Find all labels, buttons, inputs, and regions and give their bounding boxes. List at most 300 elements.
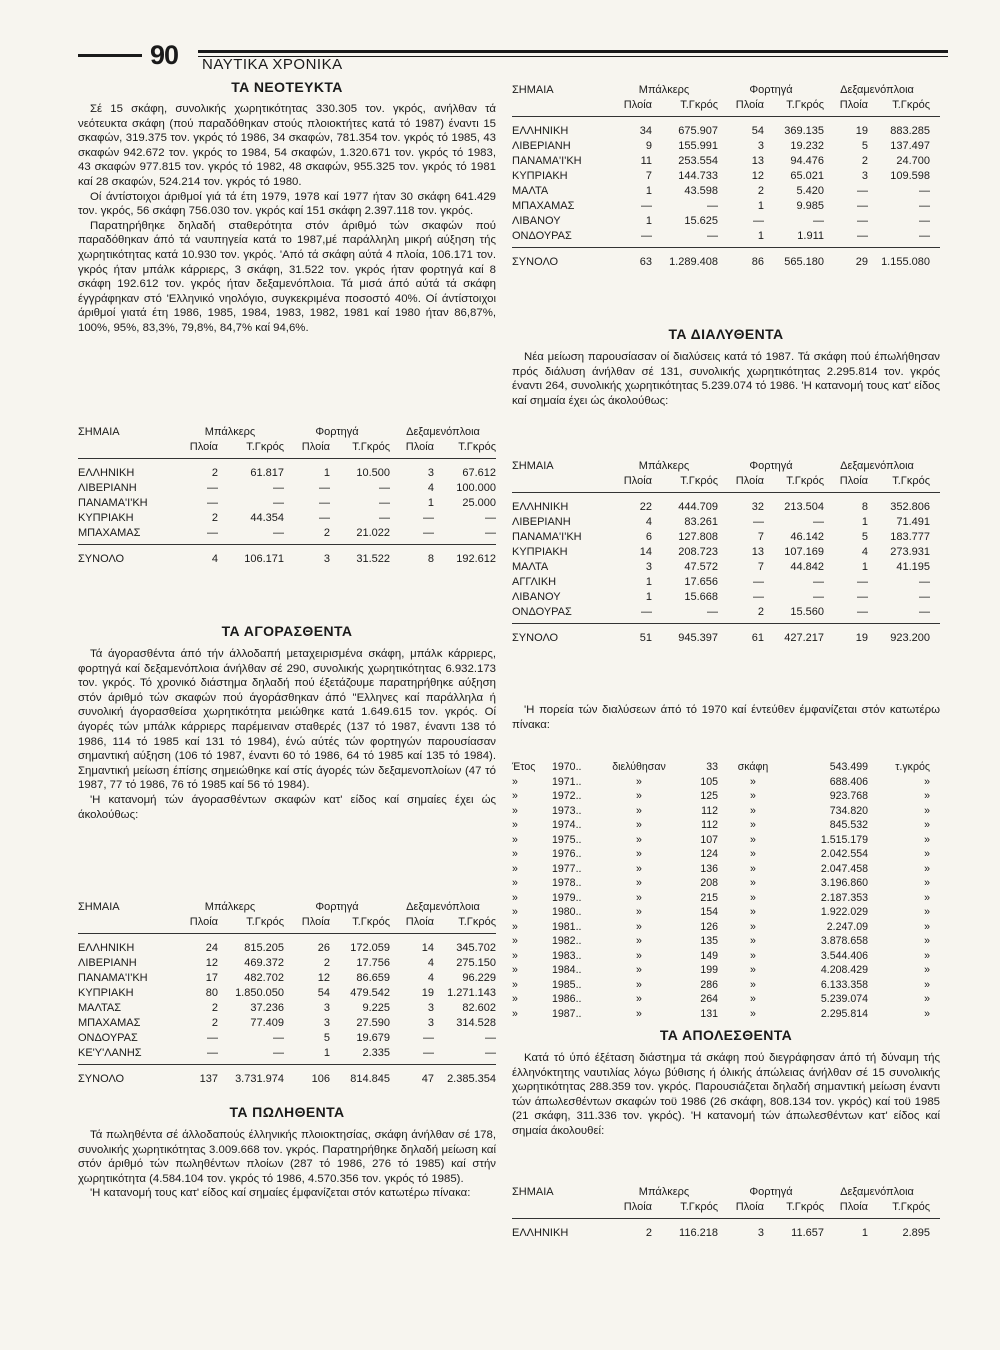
- table-row: [512, 138, 940, 153]
- history-row: [512, 876, 940, 891]
- history-cell: »: [750, 804, 756, 817]
- purchased-title: ΤΑ ΑΓΟΡΑΣΘΕΝΤΑ: [221, 623, 353, 639]
- row-value: —: [707, 199, 718, 212]
- history-cell: »: [636, 920, 642, 933]
- row-value: —: [485, 1031, 496, 1044]
- history-cell: 1976..: [552, 848, 582, 861]
- row-value: 5: [323, 1031, 330, 1044]
- history-cell: »: [750, 993, 756, 1006]
- table-row: [512, 514, 940, 529]
- history-cell: »: [512, 862, 518, 875]
- row-value: —: [641, 229, 652, 242]
- total-value: 565.180: [784, 255, 824, 268]
- history-cell: 1986..: [552, 993, 582, 1006]
- table-rule: [78, 544, 496, 545]
- lost-table: [512, 1184, 940, 1240]
- row-value: 3: [645, 560, 652, 573]
- row-value: —: [753, 214, 764, 227]
- history-cell: »: [636, 949, 642, 962]
- history-cell: 543.499: [829, 761, 868, 774]
- history-cell: »: [636, 790, 642, 803]
- history-cell: 286: [700, 978, 718, 991]
- history-cell: Έτος: [512, 761, 536, 774]
- history-cell: 1.922.029: [820, 906, 868, 919]
- history-cell: 1983..: [552, 949, 582, 962]
- row-value: 24.700: [896, 154, 930, 167]
- table-row: [78, 940, 496, 955]
- history-cell: »: [512, 964, 518, 977]
- row-value: 213.504: [784, 500, 824, 513]
- history-cell: 1981..: [552, 920, 582, 933]
- history-cell: 2.047.458: [820, 862, 868, 875]
- row-value: 8: [861, 500, 868, 513]
- total-label: ΣΥΝΟΛΟ: [78, 1072, 125, 1085]
- history-cell: »: [512, 804, 518, 817]
- history-cell: »: [924, 804, 930, 817]
- row-value: 11.657: [791, 1226, 824, 1239]
- subheader-gross-tons: Τ.Γκρός: [786, 1200, 824, 1213]
- history-cell: »: [924, 920, 930, 933]
- history-cell: 1987..: [552, 1007, 582, 1020]
- history-cell: 1978..: [552, 877, 582, 890]
- history-cell: 1975..: [552, 833, 582, 846]
- row-value: 13: [751, 154, 764, 167]
- subheader-gross-tons: Τ.Γκρός: [786, 474, 824, 487]
- col-header-flag: ΣΗΜΑΙΑ: [78, 425, 120, 438]
- row-flag: ΠΑΝΑΜΑ'Ι'ΚΗ: [512, 154, 582, 167]
- history-cell: 1979..: [552, 891, 582, 904]
- row-value: 127.808: [678, 530, 718, 543]
- subheader-gross-tons: Τ.Γκρός: [680, 474, 718, 487]
- history-cell: »: [512, 891, 518, 904]
- row-flag: ΜΠΑΧΑΜΑΣ: [78, 1016, 141, 1029]
- history-cell: 136: [700, 862, 718, 875]
- table-row: [512, 574, 940, 589]
- row-value: 1: [427, 496, 434, 509]
- history-cell: »: [512, 920, 518, 933]
- total-value: 3.731.974: [235, 1072, 284, 1085]
- subheader-gross-tons: Τ.Γκρός: [458, 440, 496, 453]
- history-cell: »: [750, 935, 756, 948]
- history-cell: »: [750, 1007, 756, 1020]
- row-value: 183.777: [890, 530, 930, 543]
- history-cell: »: [750, 949, 756, 962]
- row-value: 6: [645, 530, 652, 543]
- new-builds-text: [78, 102, 496, 336]
- col-header-bulk: Μπάλκερς: [638, 1185, 690, 1198]
- row-value: 479.542: [350, 986, 390, 999]
- purchased-table: [78, 899, 496, 1086]
- row-value: —: [485, 511, 496, 524]
- subheader-gross-tons: Τ.Γκρός: [458, 915, 496, 928]
- table-subheader-row: [512, 473, 940, 488]
- history-cell: 149: [700, 949, 718, 962]
- history-cell: 125: [700, 790, 718, 803]
- history-cell: 3.196.860: [820, 877, 868, 890]
- history-cell: 33: [706, 761, 718, 774]
- row-value: 2: [211, 466, 218, 479]
- row-flag: ΚΕ'Υ'ΛΑΝΗΣ: [78, 1046, 142, 1059]
- sold-text: [78, 1128, 496, 1201]
- table-subheader-row: [512, 97, 940, 112]
- row-value: 2: [323, 526, 330, 539]
- history-cell: σκάφη: [737, 761, 769, 774]
- subheader-ships: Πλοία: [301, 915, 330, 928]
- table-header-row: [78, 899, 496, 914]
- row-value: 4: [645, 515, 652, 528]
- history-cell: 124: [700, 848, 718, 861]
- row-value: —: [319, 511, 330, 524]
- history-cell: 135: [700, 935, 718, 948]
- table-row: [78, 1000, 496, 1015]
- row-value: 32: [751, 500, 764, 513]
- subheader-ships: Πλοία: [405, 915, 434, 928]
- row-value: 883.285: [890, 124, 930, 137]
- row-value: 12: [751, 169, 764, 182]
- history-cell: 734.820: [829, 804, 868, 817]
- paragraph: Κατά τό ύπό έξέταση διάστημα τά σκάφη πού διεγράφησαν άπό τή δύναμη τής έλληνόκτητης ναυτιλίας λόγω βύθισης ή όλικής άπώλειας άνήλθαν σέ 15 συνολικής χωρητικότητας 288.359 τον. γκρός. Παρουσιάζεται δηλαδή σημαντική μείωση έναντι τών άπωλεσθέντων σκαφών τοϋ 1986 (26 σκάφη, 808.134 τον. γκρός) καί τοϋ 1985 (21 σκάφη, 311.336 τον. γκρός). 'Η κατανομή τών άπωλεσθέντων κατ' είδος καί σημαία άκολουθεί:: [512, 1052, 940, 1137]
- paragraph: 'Η κατανομή τους κατ' είδος καί σημαίες έμφανίζεται στόν κατωτέρω πίνακα:: [90, 1187, 471, 1200]
- history-cell: »: [750, 964, 756, 977]
- total-value: 1.289.408: [669, 255, 718, 268]
- row-value: 17.656: [684, 575, 718, 588]
- table-header-row: [512, 82, 940, 97]
- sold-table: [512, 82, 940, 269]
- row-value: —: [813, 214, 824, 227]
- subheader-gross-tons: Τ.Γκρός: [246, 440, 284, 453]
- history-cell: »: [750, 891, 756, 904]
- history-cell: 923.768: [829, 790, 868, 803]
- history-cell: »: [924, 978, 930, 991]
- row-value: —: [857, 199, 868, 212]
- table-rule: [512, 623, 940, 624]
- history-cell: »: [636, 833, 642, 846]
- history-cell: »: [636, 993, 642, 1006]
- row-value: 19.232: [790, 139, 824, 152]
- row-flag: ΚΥΠΡΙΑΚΗ: [512, 545, 568, 558]
- table-rule: [512, 1218, 940, 1219]
- row-value: 61.817: [250, 466, 284, 479]
- history-cell: 1985..: [552, 978, 582, 991]
- history-cell: 2.187.353: [820, 891, 868, 904]
- history-cell: »: [924, 906, 930, 919]
- total-value: 61: [751, 631, 764, 644]
- table-row: [512, 604, 940, 619]
- row-value: 1.850.050: [235, 986, 284, 999]
- row-value: 345.702: [456, 941, 496, 954]
- row-flag: ΚΥΠΡΙΑΚΗ: [512, 169, 568, 182]
- history-cell: »: [636, 819, 642, 832]
- col-header-cargo: Φορτηγά: [315, 900, 359, 913]
- total-value: 945.397: [678, 631, 718, 644]
- row-value: 11: [640, 154, 652, 167]
- history-row: [512, 978, 940, 993]
- row-value: 2: [323, 956, 330, 969]
- history-cell: 3.878.658: [820, 935, 868, 948]
- row-value: —: [423, 511, 434, 524]
- row-value: 2: [211, 511, 218, 524]
- row-value: —: [319, 481, 330, 494]
- table-row: [78, 495, 496, 510]
- row-value: —: [857, 575, 868, 588]
- row-value: 24: [205, 941, 218, 954]
- row-value: 100.000: [456, 481, 496, 494]
- subheader-ships: Πλοία: [623, 1200, 652, 1213]
- history-cell: »: [924, 935, 930, 948]
- col-header-tanker: Δεξαμενόπλοια: [406, 425, 480, 438]
- history-cell: 1982..: [552, 935, 582, 948]
- subheader-ships: Πλοία: [405, 440, 434, 453]
- new-builds-title: ΤΑ ΝΕΟΤΕΥΚΤΑ: [231, 79, 343, 95]
- row-flag: ΛΙΒΕΡΙΑΝΗ: [78, 481, 137, 494]
- row-value: 19.679: [356, 1031, 390, 1044]
- row-value: 15.560: [790, 605, 824, 618]
- history-cell: »: [512, 906, 518, 919]
- row-value: —: [207, 481, 218, 494]
- row-value: 815.205: [244, 941, 284, 954]
- row-flag: ΛΙΒΑΝΟΥ: [512, 590, 561, 603]
- table-row: [512, 559, 940, 574]
- history-cell: »: [924, 775, 930, 788]
- history-cell: »: [636, 978, 642, 991]
- history-cell: »: [750, 920, 756, 933]
- table-row: [512, 198, 940, 213]
- row-value: —: [707, 229, 718, 242]
- table-row: [512, 168, 940, 183]
- history-row: [512, 963, 940, 978]
- history-cell: »: [750, 862, 756, 875]
- row-value: —: [919, 199, 930, 212]
- history-row: [512, 992, 940, 1007]
- table-subheader-row: [78, 439, 496, 454]
- table-row: [78, 525, 496, 540]
- history-cell: 1977..: [552, 862, 582, 875]
- row-value: 352.806: [890, 500, 930, 513]
- total-value: 8: [427, 552, 434, 565]
- row-value: 67.612: [462, 466, 496, 479]
- history-cell: 1973..: [552, 804, 582, 817]
- subheader-ships: Πλοία: [839, 1200, 868, 1213]
- row-value: 17: [205, 971, 218, 984]
- history-cell: 2.247.09: [826, 920, 868, 933]
- row-flag: ΟΝΔΟΥΡΑΣ: [512, 605, 572, 618]
- row-value: 26: [317, 941, 330, 954]
- history-row: [512, 949, 940, 964]
- subheader-ships: Πλοία: [623, 474, 652, 487]
- history-cell: 1970..: [552, 761, 582, 774]
- row-value: —: [813, 590, 824, 603]
- row-value: —: [919, 214, 930, 227]
- subheader-ships: Πλοία: [189, 440, 218, 453]
- row-value: —: [273, 496, 284, 509]
- history-cell: 6.133.358: [820, 978, 868, 991]
- masthead-rule-left: [78, 54, 142, 57]
- table-rule: [78, 458, 496, 459]
- row-value: —: [207, 1046, 218, 1059]
- row-flag: ΕΛΛΗΝΙΚΗ: [78, 941, 135, 954]
- scrapped-section: [512, 326, 940, 408]
- history-cell: 1971..: [552, 775, 582, 788]
- table-row: [512, 544, 940, 559]
- row-value: 3: [757, 1226, 764, 1239]
- row-flag: ΟΝΔΟΥΡΑΣ: [78, 1031, 138, 1044]
- row-value: —: [857, 184, 868, 197]
- paragraph: Οί άντίστοιχοι άριθμοί γιά τά έτη 1979, 1978 καί 1977 ήταν 30 σκάφη 641.429 τον. γκρός, 56 σκάφη 756.030 τον. γκρός καί 151 σκάφη 2.397.118 τον. γκρός.: [78, 190, 496, 218]
- row-value: 54: [751, 124, 764, 137]
- history-cell: »: [512, 978, 518, 991]
- history-cell: »: [924, 790, 930, 803]
- history-row: [512, 760, 940, 775]
- table-row: [512, 228, 940, 243]
- history-cell: »: [750, 833, 756, 846]
- row-value: —: [857, 590, 868, 603]
- subheader-gross-tons: Τ.Γκρός: [352, 915, 390, 928]
- row-value: —: [379, 481, 390, 494]
- row-value: 1: [757, 229, 764, 242]
- row-value: —: [753, 575, 764, 588]
- history-cell: 105: [700, 775, 718, 788]
- row-value: 155.991: [678, 139, 718, 152]
- subheader-ships: Πλοία: [623, 98, 652, 111]
- history-cell: 131: [700, 1007, 718, 1020]
- row-value: 1: [323, 466, 330, 479]
- new-builds-section: [78, 79, 496, 336]
- paragraph: 'Η κατανομή τών άγορασθέντων σκαφών κατ' είδος καί σημαίες έχει ώς άκολούθως:: [78, 793, 496, 821]
- row-value: —: [857, 605, 868, 618]
- row-value: 46.142: [790, 530, 824, 543]
- row-value: 9.225: [362, 1001, 390, 1014]
- row-value: 41.195: [896, 560, 930, 573]
- row-flag: ΚΥΠΡΙΑΚΗ: [78, 511, 134, 524]
- history-cell: 112: [701, 804, 718, 817]
- row-value: 4: [427, 481, 434, 494]
- total-value: 4: [211, 552, 218, 565]
- col-header-tanker: Δεξαμενόπλοια: [840, 83, 914, 96]
- row-value: —: [919, 229, 930, 242]
- col-header-bulk: Μπάλκερς: [204, 900, 256, 913]
- history-cell: »: [512, 993, 518, 1006]
- masthead: [78, 40, 948, 73]
- history-cell: »: [750, 906, 756, 919]
- row-value: 208.723: [678, 545, 718, 558]
- history-cell: 199: [700, 964, 718, 977]
- col-header-flag: ΣΗΜΑΙΑ: [512, 83, 554, 96]
- subheader-gross-tons: Τ.Γκρός: [246, 915, 284, 928]
- history-cell: 215: [700, 891, 718, 904]
- total-row: [78, 1071, 496, 1086]
- row-value: —: [273, 481, 284, 494]
- total-label: ΣΥΝΟΛΟ: [512, 255, 559, 268]
- row-value: —: [379, 496, 390, 509]
- row-flag: ΕΛΛΗΝΙΚΗ: [512, 500, 569, 513]
- subheader-gross-tons: Τ.Γκρός: [892, 98, 930, 111]
- history-row: [512, 905, 940, 920]
- history-cell: »: [924, 891, 930, 904]
- col-header-flag: ΣΗΜΑΙΑ: [512, 459, 554, 472]
- row-value: 14: [421, 941, 434, 954]
- table-row: [78, 1015, 496, 1030]
- row-value: 137.497: [890, 139, 930, 152]
- total-value: 86: [751, 255, 764, 268]
- history-cell: »: [636, 935, 642, 948]
- row-value: 9: [645, 139, 652, 152]
- history-cell: 3.544.406: [820, 949, 868, 962]
- row-value: 1: [645, 575, 652, 588]
- history-cell: »: [924, 848, 930, 861]
- history-cell: »: [512, 949, 518, 962]
- scrapped-title: ΤΑ ΔΙΑΛΥΘΕΝΤΑ: [668, 326, 784, 342]
- table-row: [78, 955, 496, 970]
- history-cell: 1974..: [552, 819, 582, 832]
- table-row: [78, 510, 496, 525]
- row-value: 34: [639, 124, 652, 137]
- table-header-row: [78, 424, 496, 439]
- col-header-tanker: Δεξαμενόπλοια: [840, 1185, 914, 1198]
- subheader-ships: Πλοία: [735, 474, 764, 487]
- col-header-cargo: Φορτηγά: [315, 425, 359, 438]
- row-value: 19: [855, 124, 868, 137]
- row-value: 2.895: [902, 1226, 930, 1239]
- row-value: 27.590: [356, 1016, 390, 1029]
- lost-section: [512, 1027, 940, 1139]
- table-row: [512, 1225, 940, 1240]
- history-cell: τ.γκρός: [895, 761, 930, 774]
- total-row: [512, 254, 940, 269]
- row-value: —: [485, 526, 496, 539]
- row-flag: ΛΙΒΕΡΙΑΝΗ: [78, 956, 137, 969]
- table-row: [512, 123, 940, 138]
- row-value: 314.528: [456, 1016, 496, 1029]
- row-value: 12: [205, 956, 218, 969]
- lost-title: ΤΑ ΑΠΟΛΕΣΘΕΝΤΑ: [659, 1027, 793, 1043]
- row-value: 25.000: [462, 496, 496, 509]
- col-header-bulk: Μπάλκερς: [204, 425, 256, 438]
- history-row: [512, 891, 940, 906]
- row-value: 2.335: [362, 1046, 390, 1059]
- table-row: [78, 970, 496, 985]
- row-value: 2: [757, 184, 764, 197]
- history-cell: »: [636, 1007, 642, 1020]
- row-value: 144.733: [678, 169, 718, 182]
- paragraph: Τά πωληθέντα σέ άλλοδαπούς έλληνικής πλοιοκτησίας, σκάφη άνήλθαν σέ 178, συνολικής χωρητικότητας 3.009.668 τον. γκρός. Παρατηρήθηκε δηλαδή μείωση καί στόν άριθμό τών πωληθέντων πλοίων (287 τό 1986, 276 τό 1985) καί στήν χωρητικότητα (4.584.104 τον. γκρός τό 1986, 4.570.356 τον. γκρός τό 1985).: [78, 1129, 496, 1185]
- row-value: 3: [323, 1001, 330, 1014]
- table-rule: [78, 1064, 496, 1065]
- history-cell: 112: [701, 819, 718, 832]
- history-cell: »: [924, 949, 930, 962]
- history-row: [512, 862, 940, 877]
- purchased-text: [78, 647, 496, 822]
- row-value: 77.409: [250, 1016, 284, 1029]
- row-value: 1: [861, 1226, 868, 1239]
- history-cell: 4.208.429: [820, 964, 868, 977]
- table-row: [78, 1045, 496, 1060]
- row-value: 17.756: [356, 956, 390, 969]
- history-cell: »: [512, 833, 518, 846]
- history-cell: 107: [700, 833, 718, 846]
- subheader-ships: Πλοία: [189, 915, 218, 928]
- total-value: 137: [199, 1072, 218, 1085]
- row-value: 116.218: [679, 1226, 718, 1239]
- total-value: 47: [421, 1072, 434, 1085]
- total-value: 63: [639, 255, 652, 268]
- history-cell: »: [636, 862, 642, 875]
- history-cell: »: [636, 877, 642, 890]
- row-value: 2: [757, 605, 764, 618]
- subheader-gross-tons: Τ.Γκρός: [352, 440, 390, 453]
- scrapped-history-intro: [512, 703, 940, 732]
- history-cell: διελύθησαν: [612, 761, 666, 774]
- history-cell: 2.042.554: [820, 848, 868, 861]
